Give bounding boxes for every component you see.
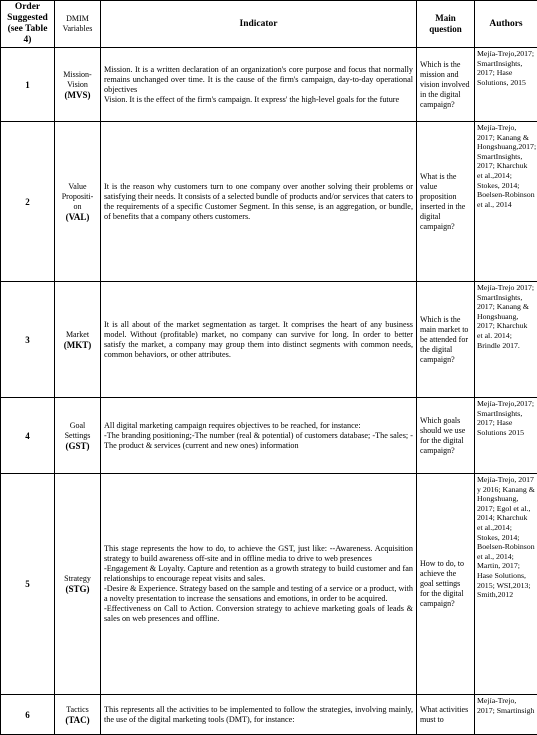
authors-cell: [475, 122, 537, 282]
indicator-cell: [101, 695, 417, 735]
dmim-variable: [55, 695, 101, 735]
dmim-variable: [55, 48, 101, 122]
header-indicator: Indicator: [101, 1, 417, 48]
order-number: 5: [1, 474, 55, 695]
indicator-paragraph: Mission. It is a written declaration of an organization's core purpose and focus that normally remains unchanged over time. It is the cause of the firm's campaign, day-to-day operational objectives: [104, 65, 413, 95]
indicator-paragraph: -Engagement & Loyalty. Capture and retention as a growth strategy to build customer and fan relationships to encourage repeat visits and sales.: [104, 564, 413, 584]
variable-code: (GST): [58, 441, 97, 451]
variable-code: (MVS): [58, 90, 97, 100]
main-question: Which is the main market to be attended for the digital campaign?: [417, 282, 475, 398]
indicator-paragraph: It is the reason why customers turn to one company over another solving their problems or satisfying their needs. It consists of a selected bundle of products and/or services that caters to the requirements of a specific Customer Segment. In this sense, is an aggregation, or bundle, of benefits that a company others customers.: [104, 182, 413, 222]
variable-name: Tactics: [58, 705, 97, 715]
authors-cell: [475, 282, 537, 398]
table-row: [1, 122, 537, 282]
main-question: Which goals should we use for the digital campaign?: [417, 398, 475, 474]
main-question: What is the value proposition inserted in the digital campaign?: [417, 122, 475, 282]
author-citation: Mejía-Trejo, 2017; Smartinsigh: [477, 696, 535, 715]
indicator-cell: [101, 122, 417, 282]
table-row: [1, 695, 537, 735]
dmim-variable: [55, 122, 101, 282]
variable-code: (STG): [58, 584, 97, 594]
author-citation: Mejía-Trejo,2017; SmartInsights, 2017; Hase Solutions, 2015: [477, 49, 535, 87]
indicator-paragraph: -Desire & Experience. Strategy based on the sample and testing of a service or a product, with a novelty presentation to increase the sensations and emotions, in order to be acquired.: [104, 584, 413, 604]
author-citation: Mejía-Trejo,2017; SmartInsights, 2017; Hase Solutions 2015: [477, 399, 535, 437]
authors-cell: [475, 474, 537, 695]
variable-name: Mission-Vision: [58, 70, 97, 90]
table-row: [1, 398, 537, 474]
dmim-variable: [55, 282, 101, 398]
header-main-question: Main question: [417, 1, 475, 48]
indicator-paragraph: -The branding positioning;-The number (real & potential) of customers database; -The sales; -The product & services (current and new ones) information: [104, 431, 413, 451]
variable-code: (TAC): [58, 715, 97, 725]
table-row: [1, 282, 537, 398]
indicator-paragraph: This represents all the activities to be implemented to follow the strategies, involving mainly, the use of the digital marketing tools (DMT), for instance:: [104, 705, 413, 725]
variable-name: Market: [58, 330, 97, 340]
authors-cell: [475, 695, 537, 735]
variable-code: (MKT): [58, 340, 97, 350]
indicator-paragraph: Vision. It is the effect of the firm's campaign. It express' the high-level goals for the future: [104, 95, 413, 105]
main-question: How to do, to achieve the goal settings for the digital campaign?: [417, 474, 475, 695]
order-number: 4: [1, 398, 55, 474]
variable-name: Strategy: [58, 574, 97, 584]
indicator-paragraph: This stage represents the how to do, to achieve the GST, just like: --Awareness. Acquisition strategy to build awareness off-site and in offline media to drive to web presences: [104, 544, 413, 564]
header-dmim-variables: DMIM Variables: [55, 1, 101, 48]
authors-cell: [475, 48, 537, 122]
indicator-cell: [101, 282, 417, 398]
author-citation: Mejía-Trejo, 2017; Kanang & Hongshuang,2017; SmartInsights, 2017; Kharchuk et al.,2014; Stokes, 2014; Boelsen-Robinson et al., 2014: [477, 123, 535, 209]
indicator-cell: [101, 474, 417, 695]
indicator-paragraph: All digital marketing campaign requires objectives to be reached, for instance:: [104, 421, 413, 431]
main-question: What activities must to: [417, 695, 475, 735]
order-number: 2: [1, 122, 55, 282]
header-authors: Authors: [475, 1, 537, 48]
header-order-suggested: Order Suggested (see Table 4): [1, 1, 55, 48]
order-number: 6: [1, 695, 55, 735]
author-citation: Mejía-Trejo 2017; SmartInsights, 2017; Kanang & Hongshuang, 2017; Kharchuk et al. 2014; Brindle 2017.: [477, 283, 535, 350]
main-question: Which is the mission and vision involved in the digital campaign?: [417, 48, 475, 122]
table-header-row: [1, 1, 537, 48]
indicator-paragraph: -Effectiveness on Call to Action. Conversion strategy to achieve marketing goals of leads & sales on web presences and offline.: [104, 604, 413, 624]
variable-name: Goal Settings: [58, 421, 97, 441]
indicator-cell: [101, 48, 417, 122]
indicator-paragraph: It is all about of the market segmentation as target. It comprises the heart of any business model. Without (profitable) market, no company can survive for long. In order to better satisfy the market, a company may group them into distinct segments with common needs, common behaviors, or other attributes.: [104, 320, 413, 360]
authors-cell: [475, 398, 537, 474]
table-row: [1, 474, 537, 695]
dmim-variable: [55, 474, 101, 695]
author-citation: Mejía-Trejo, 2017 y 2016; Kanang & Hongshuang, 2017; Egol et al., 2014; Kharchuk et al.,2014; Stokes, 2014; Boelsen-Robinson et al., 2014; Martin, 2017; Hase Solutions, 2015; WSI,2013; Smith,2012: [477, 475, 535, 600]
table-row: [1, 48, 537, 122]
variable-code: (VAL): [58, 212, 97, 222]
order-number: 3: [1, 282, 55, 398]
dmim-variable: [55, 398, 101, 474]
variable-name: Value Propositi-on: [58, 182, 97, 212]
indicator-cell: [101, 398, 417, 474]
order-number: 1: [1, 48, 55, 122]
